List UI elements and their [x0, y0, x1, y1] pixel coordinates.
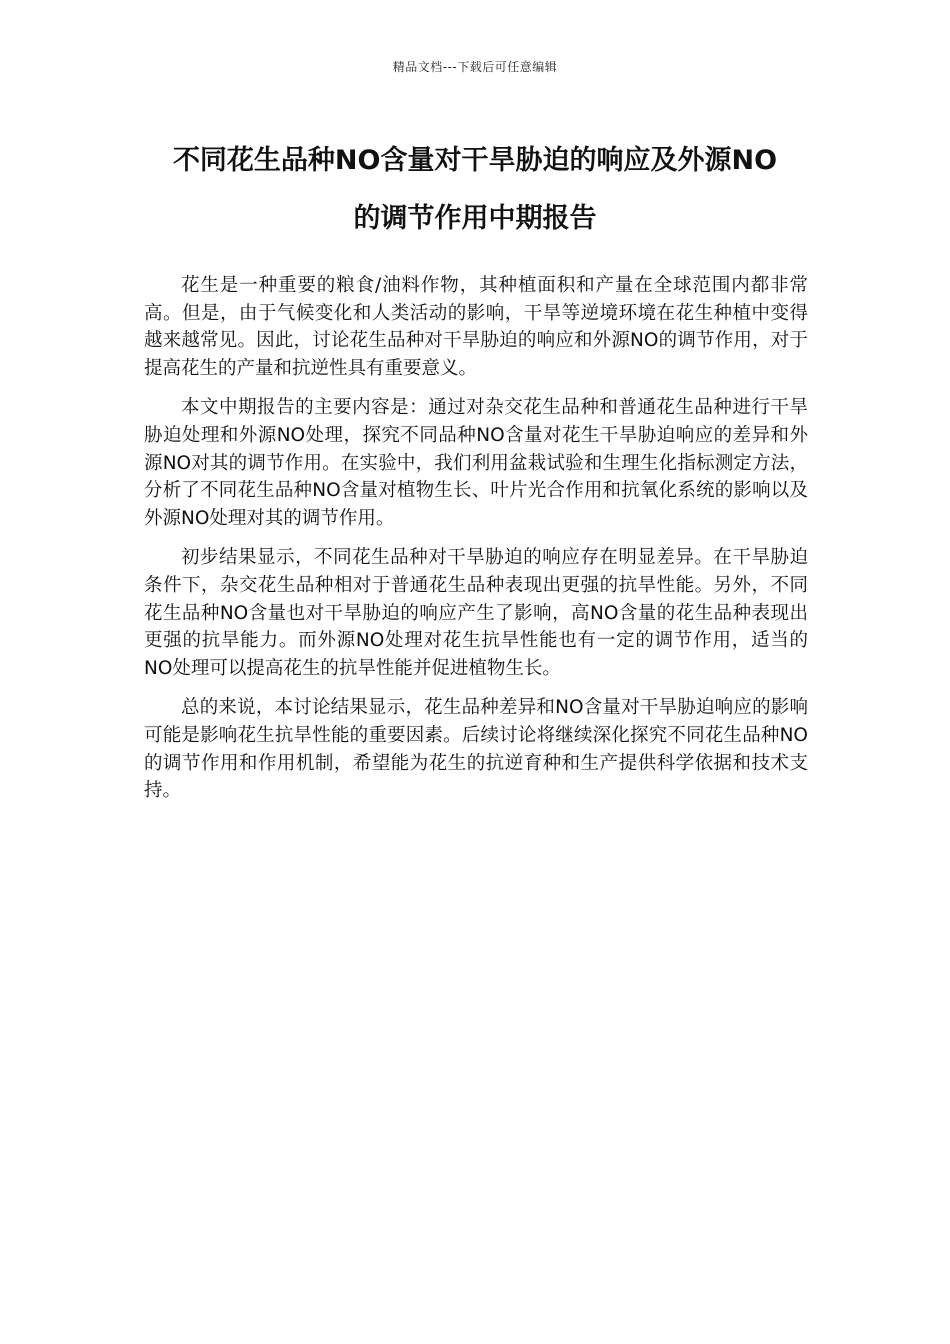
paragraph-4: 总的来说，本讨论结果显示，花生品种差异和NO含量对干旱胁迫响应的影响可能是影响花生抗旱性能的重要因素。后续讨论将继续深化探究不同花生品种NO的调节作用和作用机制，希望能为花生的抗逆育种和生产提供科学依据和技术支持。: [144, 697, 808, 802]
paragraph-3: 初步结果显示，不同花生品种对干旱胁迫的响应存在明显差异。在干旱胁迫条件下，杂交花生品种相对于普通花生品种表现出更强的抗旱性能。另外，不同花生品种NO含量也对干旱胁迫的响应产生了影响，高NO含量的花生品种表现出更强的抗旱能力。而外源NO处理对花生抗旱性能也有一定的调节作用，适当的NO处理可以提高花生的抗旱性能并促进植物生长。: [144, 547, 808, 679]
title-line-2: 的调节作用中期报告: [353, 203, 597, 234]
paragraph-1: 花生是一种重要的粮食/油料作物，其种植面积和产量在全球范围内都非常高。但是，由于气候变化和人类活动的影响，干旱等逆境环境在花生种植中变得越来越常见。因此，讨论花生品种对干旱胁迫的响应和外源NO的调节作用，对于提高花生的产量和抗逆性具有重要意义。: [144, 275, 808, 379]
title-line-1: 不同花生品种NO含量对干旱胁迫的响应及外源NO: [172, 145, 778, 176]
header-note: 精品文档---下载后可任意编辑: [392, 60, 558, 74]
document-body: [144, 272, 808, 817]
document-title: [140, 132, 810, 248]
paragraph-2: 本文中期报告的主要内容是：通过对杂交花生品种和普通花生品种进行干旱胁迫处理和外源NO处理，探究不同品种NO含量对花生干旱胁迫响应的差异和外源NO对其的调节作用。在实验中，我们利用盆栽试验和生理生化指标测定方法，分析了不同花生品种NO含量对植物生长、叶片光合作用和抗氧化系统的影响以及外源NO处理对其的调节作用。: [144, 397, 808, 529]
